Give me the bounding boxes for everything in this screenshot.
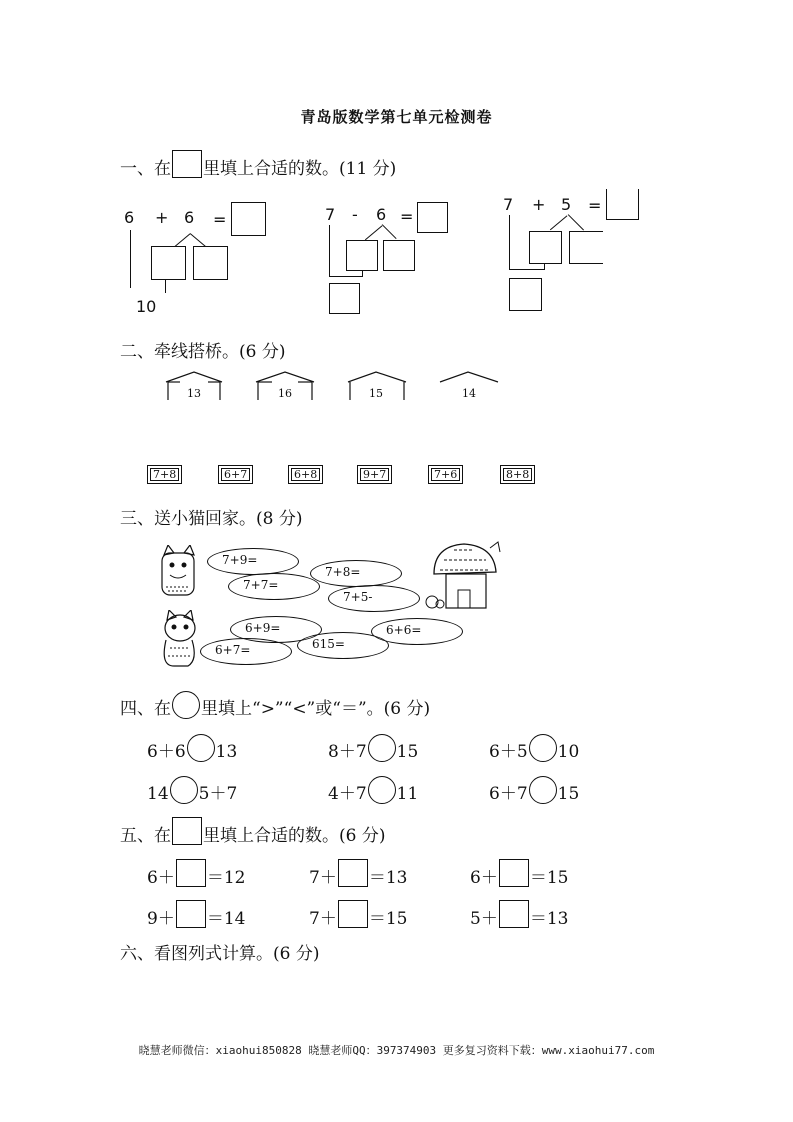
- expression-ellipse[interactable]: 7+7=: [228, 573, 320, 600]
- answer-box[interactable]: [509, 278, 542, 311]
- compare-item: 6＋7 15: [489, 776, 579, 804]
- compare-item: 8＋7 15: [328, 734, 418, 762]
- compare-item: 14 5＋7: [147, 776, 237, 804]
- answer-circle[interactable]: [368, 734, 396, 762]
- bridge-label: 13: [187, 387, 201, 400]
- answer-box[interactable]: [346, 240, 378, 271]
- section-3-heading: 三、送小猫回家。(8 分): [120, 509, 303, 529]
- answer-box[interactable]: [529, 231, 562, 264]
- expression-ellipse[interactable]: 7+5-: [328, 585, 420, 612]
- answer-box[interactable]: [338, 900, 368, 928]
- answer-box[interactable]: [176, 900, 206, 928]
- expression-ellipse[interactable]: 7+8=: [310, 560, 402, 587]
- page-title: 青岛版数学第七单元检测卷: [300, 108, 493, 126]
- bridge-label: 14: [462, 387, 476, 400]
- fill-item: 5＋ ＝13: [470, 900, 568, 929]
- answer-circle-sample: [172, 691, 200, 719]
- expression-card[interactable]: 9+7: [357, 465, 392, 484]
- answer-box[interactable]: [193, 246, 228, 280]
- compare-item: 4＋7 11: [328, 776, 418, 804]
- compare-item: 6＋6 13: [147, 734, 237, 762]
- expression-card[interactable]: 8+8: [500, 465, 535, 484]
- answer-box-sample: [172, 817, 202, 845]
- cat-icon: [156, 545, 202, 601]
- answer-box[interactable]: [329, 283, 360, 314]
- answer-circle[interactable]: [368, 776, 396, 804]
- answer-box[interactable]: [417, 202, 448, 233]
- answer-box[interactable]: [231, 202, 266, 236]
- expression-ellipse[interactable]: 615=: [297, 632, 389, 659]
- section-5-heading: 五、在 里填上合适的数。(6 分): [120, 817, 385, 846]
- answer-box[interactable]: [176, 859, 206, 887]
- answer-box[interactable]: [499, 900, 529, 928]
- expression-card[interactable]: 6+7: [218, 465, 253, 484]
- section-1-heading: 一、在 里填上合适的数。(11 分): [120, 150, 396, 179]
- answer-box[interactable]: [499, 859, 529, 887]
- section-2-heading: 二、牵线搭桥。(6 分): [120, 342, 286, 362]
- answer-box[interactable]: [383, 240, 415, 271]
- answer-circle[interactable]: [170, 776, 198, 804]
- answer-circle[interactable]: [529, 776, 557, 804]
- expression-card[interactable]: 7+8: [147, 465, 182, 484]
- expression-card[interactable]: 7+6: [428, 465, 463, 484]
- cat-icon: [156, 610, 202, 670]
- expression-ellipse[interactable]: 6+6=: [371, 618, 463, 645]
- mushroom-house-icon: [420, 540, 504, 616]
- expression-card[interactable]: 6+8: [288, 465, 323, 484]
- fill-item: 6＋ ＝15: [470, 859, 568, 888]
- compare-item: 6＋5 10: [489, 734, 579, 762]
- bridge-label: 16: [278, 387, 292, 400]
- fill-item: 9＋ ＝14: [147, 900, 245, 929]
- bridge-14[interactable]: [440, 372, 498, 382]
- section-4-heading: 四、在 里填上“>”“<”或“＝”。(6 分): [120, 691, 430, 719]
- fill-item: 7＋ ＝13: [309, 859, 407, 888]
- expression-ellipse[interactable]: 7+9=: [207, 548, 299, 575]
- answer-circle[interactable]: [529, 734, 557, 762]
- footer-contact: 晓慧老师微信：xiaohui850828 晓慧老师QQ：397374903 更多复习资料下载：www.xiaohui77.com: [138, 1044, 655, 1057]
- expression-ellipse[interactable]: 6+9=: [230, 616, 322, 643]
- fill-item: 6＋ ＝12: [147, 859, 245, 888]
- answer-box[interactable]: [338, 859, 368, 887]
- answer-box-sample: [172, 150, 202, 178]
- fill-item: 7＋ ＝15: [309, 900, 407, 929]
- expression-ellipse[interactable]: 6+7=: [200, 638, 292, 665]
- answer-circle[interactable]: [187, 734, 215, 762]
- answer-box[interactable]: [151, 246, 186, 280]
- bridge-label: 15: [369, 387, 383, 400]
- section-6-heading: 六、看图列式计算。(6 分): [120, 944, 320, 964]
